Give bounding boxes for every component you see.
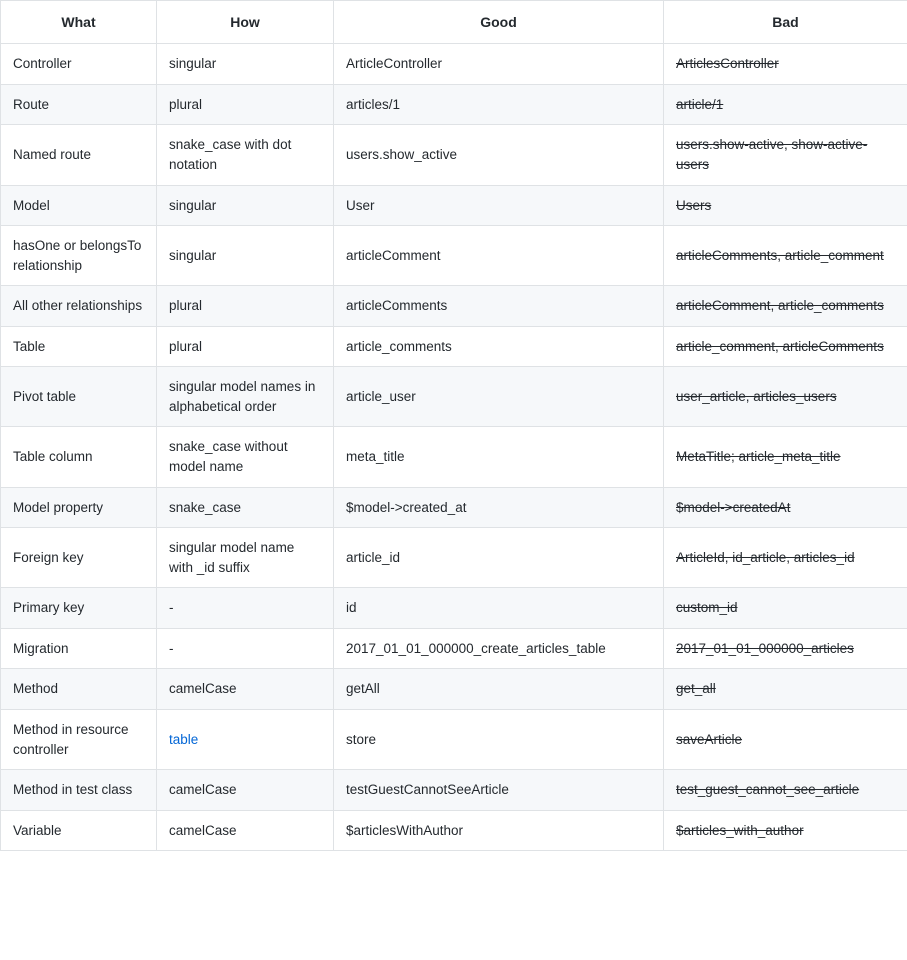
table-row	[1, 628, 907, 669]
cell-good: $model->created_at	[334, 487, 664, 528]
cell-how: singular	[157, 44, 334, 85]
cell-what: Pivot table	[1, 367, 157, 427]
cell-what: Model	[1, 185, 157, 226]
cell-bad-text: articleComment, article_comments	[676, 298, 884, 314]
cell-bad	[664, 286, 907, 327]
cell-bad-text: get_all	[676, 681, 716, 697]
column-header-bad: Bad	[664, 1, 907, 44]
cell-bad-text: test_guest_cannot_see_article	[676, 782, 860, 798]
cell-good: ArticleController	[334, 44, 664, 85]
cell-how: -	[157, 628, 334, 669]
cell-what: Table	[1, 326, 157, 367]
cell-bad	[664, 185, 907, 226]
cell-good: id	[334, 588, 664, 629]
cell-bad-text: 2017_01_01_000000_articles	[676, 640, 854, 656]
cell-good: store	[334, 709, 664, 769]
cell-bad	[664, 367, 907, 427]
resource-controller-table-link[interactable]: table	[169, 731, 199, 747]
table-header-row	[1, 1, 907, 44]
cell-what: Controller	[1, 44, 157, 85]
cell-how: snake_case	[157, 487, 334, 528]
cell-how: plural	[157, 286, 334, 327]
cell-bad	[664, 427, 907, 487]
cell-bad-text: custom_id	[676, 600, 738, 616]
cell-how: plural	[157, 326, 334, 367]
cell-bad	[664, 487, 907, 528]
cell-bad-text: user_article, articles_users	[676, 389, 837, 405]
table-row	[1, 588, 907, 629]
cell-good: articleComments	[334, 286, 664, 327]
cell-good: User	[334, 185, 664, 226]
cell-what: Foreign key	[1, 528, 157, 588]
cell-what: Migration	[1, 628, 157, 669]
cell-bad-text: $model->createdAt	[676, 499, 791, 515]
cell-bad	[664, 125, 907, 185]
cell-bad-text: MetaTitle; article_meta_title	[676, 449, 841, 465]
cell-bad	[664, 588, 907, 629]
cell-how	[157, 709, 334, 769]
cell-bad	[664, 44, 907, 85]
cell-good: articleComment	[334, 226, 664, 286]
cell-bad-text: Users	[676, 197, 712, 213]
cell-good: article_user	[334, 367, 664, 427]
cell-how: camelCase	[157, 669, 334, 710]
table-row	[1, 709, 907, 769]
table-row	[1, 84, 907, 125]
cell-good: $articlesWithAuthor	[334, 810, 664, 851]
cell-bad	[664, 628, 907, 669]
cell-bad-text: ArticleId, id_article, articles_id	[676, 549, 855, 565]
table-row	[1, 669, 907, 710]
cell-bad-text: $articles_with_author	[676, 822, 804, 838]
cell-good: articles/1	[334, 84, 664, 125]
table-row	[1, 810, 907, 851]
cell-how: singular model name with _id suffix	[157, 528, 334, 588]
cell-bad-text: users.show-active, show-active-users	[676, 137, 868, 172]
cell-what: Method in resource controller	[1, 709, 157, 769]
cell-bad-text: articleComments, article_comment	[676, 247, 884, 263]
cell-bad	[664, 810, 907, 851]
table-row	[1, 367, 907, 427]
table-row	[1, 286, 907, 327]
cell-how: camelCase	[157, 810, 334, 851]
cell-bad	[664, 709, 907, 769]
cell-how: -	[157, 588, 334, 629]
cell-what: All other relationships	[1, 286, 157, 327]
cell-what: Model property	[1, 487, 157, 528]
cell-what: Method in test class	[1, 770, 157, 811]
cell-good: meta_title	[334, 427, 664, 487]
table-row	[1, 125, 907, 185]
column-header-good: Good	[334, 1, 664, 44]
cell-how: singular	[157, 226, 334, 286]
cell-good: article_comments	[334, 326, 664, 367]
table-row	[1, 185, 907, 226]
cell-bad	[664, 326, 907, 367]
table-row	[1, 226, 907, 286]
table-row	[1, 326, 907, 367]
cell-good: getAll	[334, 669, 664, 710]
cell-what: Named route	[1, 125, 157, 185]
table-row	[1, 487, 907, 528]
cell-bad-text: article_comment, articleComments	[676, 338, 884, 354]
cell-how: singular model names in alphabetical order	[157, 367, 334, 427]
table-row	[1, 44, 907, 85]
cell-how: plural	[157, 84, 334, 125]
cell-bad-text: article/1	[676, 96, 724, 112]
cell-bad	[664, 669, 907, 710]
cell-what: Variable	[1, 810, 157, 851]
cell-how: snake_case without model name	[157, 427, 334, 487]
cell-how: camelCase	[157, 770, 334, 811]
cell-bad	[664, 84, 907, 125]
table-row	[1, 427, 907, 487]
cell-good: testGuestCannotSeeArticle	[334, 770, 664, 811]
cell-good: 2017_01_01_000000_create_articles_table	[334, 628, 664, 669]
cell-bad	[664, 770, 907, 811]
cell-bad-text: saveArticle	[676, 731, 743, 747]
table-header	[1, 1, 907, 44]
cell-good: users.show_active	[334, 125, 664, 185]
cell-bad	[664, 528, 907, 588]
cell-what: Route	[1, 84, 157, 125]
cell-what: Method	[1, 669, 157, 710]
cell-what: Table column	[1, 427, 157, 487]
cell-bad	[664, 226, 907, 286]
cell-what: hasOne or belongsTo relationship	[1, 226, 157, 286]
cell-bad-text: ArticlesController	[676, 56, 779, 72]
table-row	[1, 770, 907, 811]
cell-how: singular	[157, 185, 334, 226]
cell-what: Primary key	[1, 588, 157, 629]
cell-how: snake_case with dot notation	[157, 125, 334, 185]
column-header-what: What	[1, 1, 157, 44]
column-header-how: How	[157, 1, 334, 44]
cell-good: article_id	[334, 528, 664, 588]
table-row	[1, 528, 907, 588]
table-body	[1, 44, 907, 851]
